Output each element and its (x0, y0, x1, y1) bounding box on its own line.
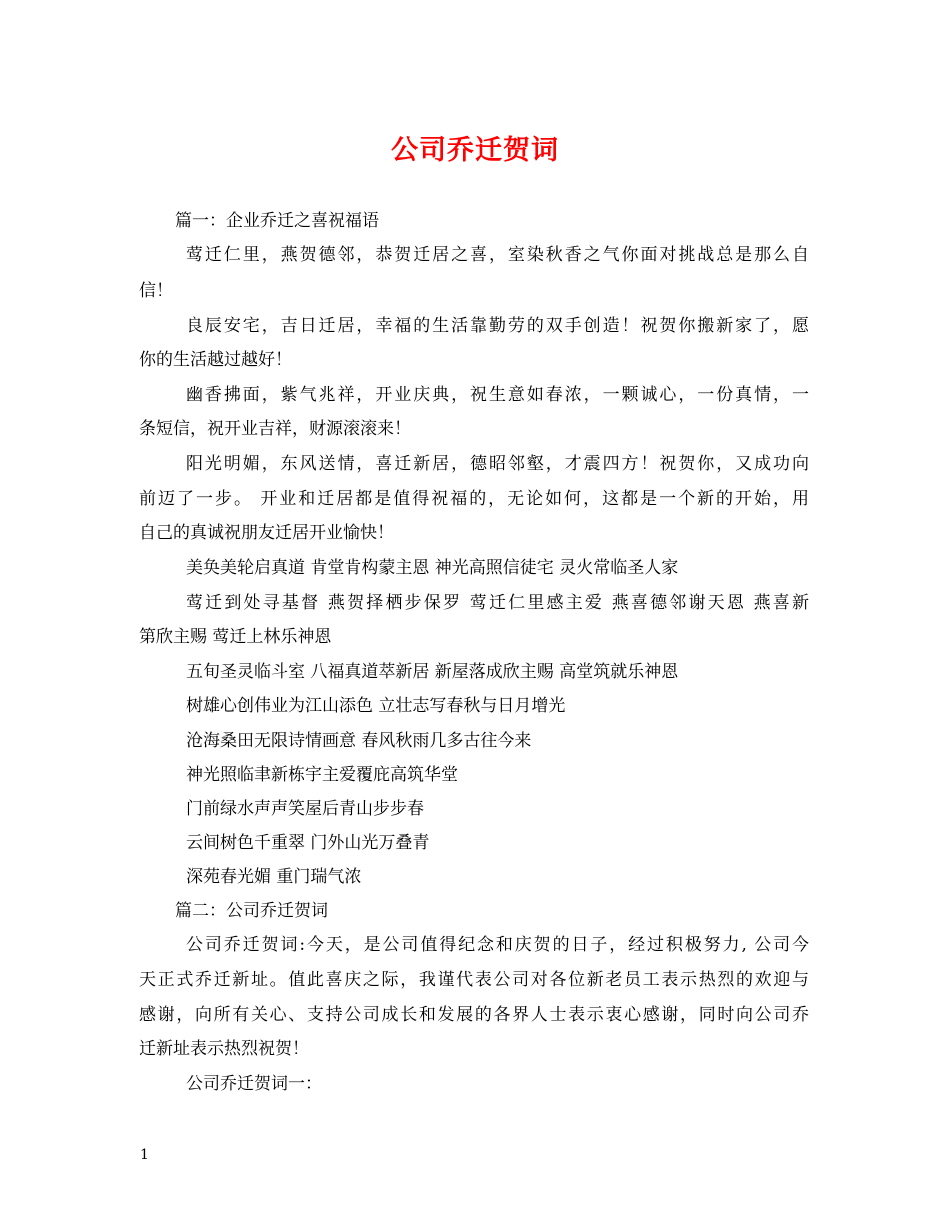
paragraph-line: 云间树色千重翠 门外山光万叠青 (186, 833, 430, 853)
paragraph-line: 门前绿水声声笑屋后青山步步春 (186, 799, 424, 819)
paragraph-line: 感谢，向所有关心、支持公司成长和发展的各界人士表示衷心感谢，同时向公司乔 (139, 1005, 809, 1025)
paragraph-line: 公司乔迁贺词:今天，是公司值得纪念和庆贺的日子，经过积极努力, 公司今 (186, 935, 809, 955)
paragraph-line: 公司乔迁贺词一： (186, 1074, 322, 1094)
paragraph-line: 良辰安宅，吉日迁居，幸福的生活靠勤劳的双手创造！祝贺你搬新家了，愿 (186, 316, 809, 336)
paragraph-line: 你的生活越过越好！ (139, 350, 292, 370)
paragraph-line: 莺迁仁里，燕贺德邻，恭贺迁居之喜，室染秋香之气你面对挑战总是那么自 (186, 245, 809, 265)
paragraph-line: 美奂美轮启真道 肯堂肯构蒙主恩 神光高照信徒宅 灵火常临圣人家 (186, 558, 679, 578)
paragraph-line: 信！ (139, 281, 173, 301)
paragraph-line: 阳光明媚，东风送情，喜迁新居，德昭邻壑，才震四方！祝贺你，又成功向 (186, 454, 809, 474)
paragraph-line: 第欣主赐 莺迁上林乐神恩 (139, 627, 332, 647)
page-title: 公司乔迁贺词 (391, 135, 559, 166)
paragraph-line: 莺迁到处寻基督 燕贺择栖步保罗 莺迁仁里感主爱 燕喜德邻谢天恩 燕喜新 (186, 593, 809, 613)
paragraph-line: 条短信，祝开业吉祥，财源滚滚来！ (139, 419, 411, 439)
paragraph-line: 前迈了一步。 开业和迁居都是值得祝福的，无论如何，这都是一个新的开始，用 (139, 489, 809, 509)
paragraph-line: 迁新址表示热烈祝贺！ (139, 1039, 309, 1059)
paragraph-line: 天正式乔迁新址。值此喜庆之际，我谨代表公司对各位新老员工表示热烈的欢迎与 (139, 970, 809, 990)
section-heading-2: 篇二：公司乔迁贺词 (175, 901, 328, 921)
paragraph-line: 沧海桑田无限诗情画意 春风秋雨几多古往今来 (186, 731, 532, 751)
paragraph-line: 幽香拂面，紫气兆祥，开业庆典，祝生意如春浓，一颗诚心，一份真情，一 (186, 385, 809, 405)
paragraph-line: 自己的真诚祝朋友迁居开业愉快！ (139, 523, 394, 543)
paragraph-line: 深苑春光媚 重门瑞气浓 (186, 867, 362, 887)
section-heading-1: 篇一：企业乔迁之喜祝福语 (175, 211, 379, 231)
page-number: 1 (140, 1147, 149, 1163)
paragraph-line: 树雄心创伟业为江山添色 立壮志写春秋与日月增光 (186, 696, 566, 716)
paragraph-line: 神光照临聿新栋宇主爱覆庇高筑华堂 (186, 765, 458, 785)
paragraph-line: 五旬圣灵临斗室 八福真道萃新居 新屋落成欣主赐 高堂筑就乐神恩 (186, 662, 679, 682)
